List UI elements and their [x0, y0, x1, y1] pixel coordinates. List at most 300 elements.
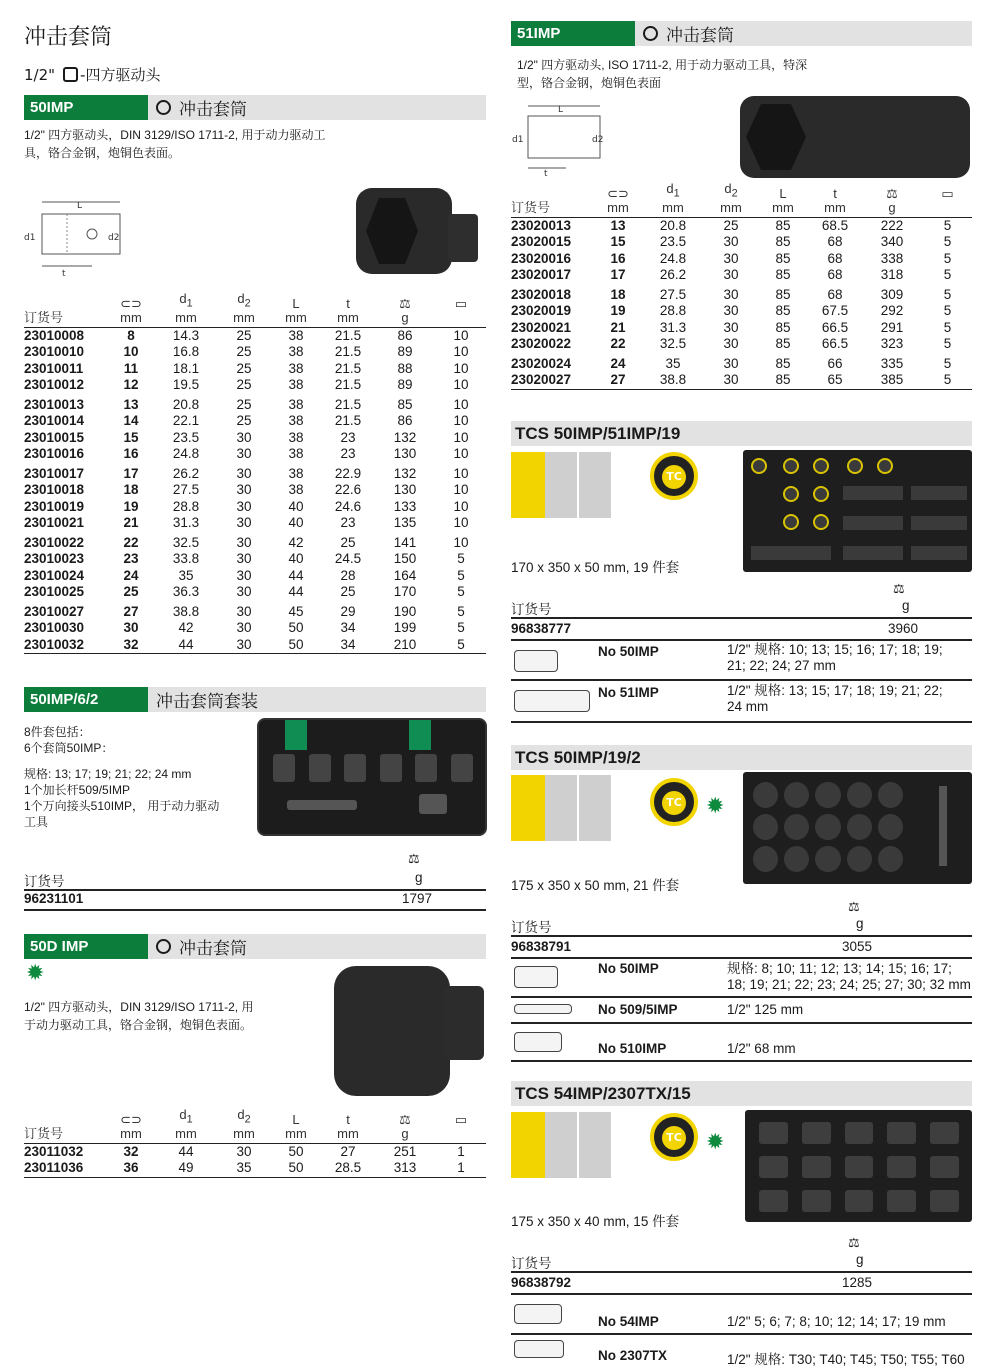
table-cell: 18.1	[172, 360, 200, 376]
table-cell: 85	[775, 234, 791, 250]
table-row	[24, 568, 486, 585]
order-number-cell: 23010021	[24, 515, 85, 531]
socket-icon	[156, 100, 171, 115]
color-swatch-gray2	[579, 452, 611, 518]
table-cell: 25	[723, 217, 739, 233]
order-number-cell: 23020013	[511, 217, 572, 233]
table-cell: 27.5	[172, 482, 200, 498]
order-number-cell: 23010019	[24, 498, 85, 514]
order-label: 订货号	[511, 602, 552, 617]
table-cell: 30	[236, 446, 252, 462]
table-cell: 10	[453, 344, 469, 360]
table-cell: 65	[809, 372, 861, 389]
color-swatch-gray2	[579, 1112, 611, 1178]
new-badge-icon: ✹	[26, 961, 45, 986]
table-cell: 36	[108, 1160, 154, 1177]
table-row	[24, 446, 486, 463]
item-name: No 509/5IMP	[598, 1002, 678, 1017]
table-cell: 25	[236, 360, 252, 376]
table-cell: 16	[123, 446, 139, 462]
color-swatch-gray2	[579, 775, 611, 841]
table-cell: 20.8	[172, 396, 200, 412]
table-cell: 85	[775, 217, 791, 233]
svg-text:d1: d1	[24, 233, 36, 243]
table-cell: 40	[288, 515, 304, 531]
table-row	[511, 336, 972, 353]
table-cell: 86	[397, 327, 413, 343]
table-cell: 291	[880, 319, 904, 335]
table-cell: 24.6	[334, 498, 362, 514]
table-cell: 38	[288, 482, 304, 498]
table-cell: 18	[610, 286, 626, 302]
color-swatch-gray	[545, 452, 577, 518]
order-number-cell: 23020021	[511, 319, 572, 335]
table-cell: 38	[288, 446, 304, 462]
item-name: No 510IMP	[598, 1041, 667, 1056]
table-cell: 35	[665, 355, 681, 371]
drive-size: 1/2"	[24, 65, 56, 84]
order-number-cell: 23010017	[24, 465, 85, 481]
section-name: 冲击套筒	[179, 939, 247, 959]
order-label: 订货号	[24, 874, 65, 889]
table-cell: 24.8	[172, 446, 200, 462]
table-cell: 30	[236, 1143, 252, 1159]
table-cell: 85	[757, 372, 809, 389]
table-cell: 86	[397, 413, 413, 429]
order-number-cell: 23010014	[24, 413, 85, 429]
table-row	[24, 1160, 486, 1177]
table-row	[511, 320, 972, 337]
order-number-cell: 23010024	[24, 567, 85, 583]
table-cell: 1	[457, 1143, 465, 1159]
table-cell: 28.8	[659, 303, 687, 319]
table-cell: 24.5	[334, 551, 362, 567]
table-row	[24, 482, 486, 499]
tc-system-logo: TC	[650, 452, 698, 500]
order-number-cell: 23011036	[24, 1160, 108, 1177]
table-row	[511, 234, 972, 251]
table-row	[24, 463, 486, 483]
table-cell: 85	[775, 303, 791, 319]
table-cell: 292	[880, 303, 904, 319]
table-cell: 30	[236, 567, 252, 583]
table-cell: 10	[453, 327, 469, 343]
table-cell: 29	[340, 603, 356, 619]
table-cell: 68.5	[821, 217, 849, 233]
table-cell: 28.5	[322, 1160, 374, 1177]
table-cell: 5	[457, 603, 465, 619]
table-cell: 132	[393, 465, 417, 481]
table-cell: 44	[154, 637, 218, 654]
section-code: 50IMP	[24, 95, 148, 120]
table-cell: 45	[288, 603, 304, 619]
table-cell: 38	[288, 327, 304, 343]
table-cell: 323	[880, 336, 904, 352]
table-cell: 38	[288, 344, 304, 360]
order-number: 96231101	[24, 891, 84, 906]
table-cell: 11	[123, 360, 139, 376]
table-cell: 16.8	[172, 344, 200, 360]
section-bar-50dimp	[24, 934, 486, 959]
table-cell: 10	[453, 482, 469, 498]
table-cell: 10	[453, 465, 469, 481]
table-cell: 318	[880, 267, 904, 283]
table-cell: 30	[723, 319, 739, 335]
table-cell: 14.3	[172, 327, 200, 343]
table-row	[24, 499, 486, 516]
table-cell: 88	[397, 360, 413, 376]
table-cell: 30	[236, 551, 252, 567]
tray-dimensions: 170 x 350 x 50 mm, 19 件套	[511, 560, 680, 575]
table-row	[24, 620, 486, 637]
table-cell: 5	[943, 286, 952, 302]
table-cell: 30	[705, 372, 757, 389]
svg-text:L: L	[77, 201, 83, 211]
socket-dimension-drawing	[22, 196, 132, 278]
section-bar-50imp	[24, 95, 486, 120]
weight-unit: g	[856, 1252, 864, 1267]
table-cell: 30	[723, 250, 739, 266]
weight-unit: g	[415, 870, 423, 885]
table-cell: 5	[457, 584, 465, 600]
scale-icon: ⚖	[893, 582, 905, 597]
tray-dimensions: 175 x 350 x 40 mm, 15 件套	[511, 1214, 680, 1229]
table-cell: 19	[123, 498, 139, 514]
table-cell: 14	[123, 413, 139, 429]
table-cell: 66.5	[821, 336, 849, 352]
table-cell: 10	[453, 396, 469, 412]
section-name: 冲击套筒套装	[156, 692, 258, 712]
table-row	[24, 532, 486, 552]
order-number-cell: 23020015	[511, 234, 572, 250]
svg-text:L: L	[558, 105, 564, 115]
order-label: 订货号	[511, 920, 552, 935]
table-cell: 50	[270, 1160, 322, 1177]
table-cell: 30	[723, 336, 739, 352]
section-bar-51imp	[511, 21, 972, 46]
table-cell: 210	[374, 637, 436, 654]
svg-text:d2: d2	[108, 233, 120, 243]
table-cell: 30	[236, 429, 252, 445]
table-cell: 23	[340, 446, 356, 462]
table-cell: 5	[457, 620, 465, 636]
table-cell: 199	[393, 620, 417, 636]
section-code: 51IMP	[511, 21, 635, 46]
table-cell: 133	[393, 498, 417, 514]
set-weight: 3055	[842, 939, 873, 954]
table-cell: 10	[453, 498, 469, 514]
order-number-cell: 23010023	[24, 551, 85, 567]
table-cell: 22	[123, 534, 139, 550]
tcs-bar-1: TCS 50IMP/51IMP/19	[511, 421, 972, 446]
scale-icon: ⚖	[399, 295, 411, 311]
table-50imp: ⊂⊃ $d_1$ $d_2$ L t ⚖ ▭ 订货号 mm mm mm mm mm g 23010008 8 14.3 25 38 21.5 86 10 23010010 10 16.8 25 38 21.5 89 10 23010011 11 18.1 25 38 21.5 88 10 23010012 12 19.5 25 38 21.5 89 10 23010013 13 20.8 25 38 21.5 85 10 23010014 14 22.1 25 38 21.5 86 10 23010015 15 23.5 30 38 23 132 10 23010016 16 24.8 30 38 23 130 10 23010017 17 26.2 30 38 22.9 132 10 23010018 18 27.5 30 38 22.6 130 10 23010019 19 28.8 30 40 24.6 133 10 23010021 21 31.3 30 40 23 135 10 23010022 22 32.5 30 42 25 141 10 23010023 23 33.8 30 40 24.5 150 5 23010024 24 35 30 44 28 164 5 23010025 25 36.3 30 44 25 170 5 23010027 27 38.8 30 45 29 190 5 23010030 30 42 30 50 34 199 5 23010032 32 44 30 50 34 210 5	[24, 292, 486, 654]
order-number-cell: 23010027	[24, 603, 85, 619]
table-cell: 85	[775, 336, 791, 352]
section-code: 50IMP/6/2	[24, 687, 148, 712]
section-name: 冲击套筒	[179, 100, 247, 120]
table-row	[511, 217, 972, 234]
package-icon: ▭	[454, 295, 468, 311]
table-cell: 5	[943, 234, 952, 250]
color-swatch-yellow	[511, 775, 545, 841]
table-cell: 23.5	[659, 234, 687, 250]
table-cell: 16	[610, 250, 626, 266]
table-row	[24, 584, 486, 601]
bit-socket-thumbnail	[514, 1304, 562, 1324]
table-cell: 30	[236, 584, 252, 600]
table-cell: 30	[236, 482, 252, 498]
table-cell: 38	[288, 413, 304, 429]
table-cell: 21.5	[334, 413, 362, 429]
svg-text:t: t	[62, 269, 66, 278]
tc-system-logo: TC	[650, 778, 698, 826]
table-cell: 32.5	[172, 534, 200, 550]
table-row	[511, 372, 972, 389]
table-cell: 38	[288, 465, 304, 481]
item-name: No 50IMP	[598, 961, 659, 976]
table-cell: 30	[236, 603, 252, 619]
table-cell: 38	[288, 429, 304, 445]
table-cell: 10	[453, 377, 469, 393]
section-desc: 1/2" 四方驱动头，DIN 3129/ISO 1711-2, 用 于动力驱动工具，铬合金钢，炮铜色表面。	[24, 1000, 254, 1032]
table-cell: 85	[775, 319, 791, 335]
table-cell: 50	[288, 1143, 304, 1159]
table-cell: 5	[436, 637, 486, 654]
socket-icon	[643, 26, 658, 41]
table-cell: 32	[123, 1143, 139, 1159]
table-cell: 33.8	[172, 551, 200, 567]
table-cell: 5	[943, 336, 952, 352]
drive-label: -四方驱动头	[80, 66, 161, 84]
table-cell: 85	[775, 267, 791, 283]
scale-icon: ⚖	[848, 1236, 860, 1251]
table-cell: 5	[943, 250, 952, 266]
table-cell: 38.8	[641, 372, 705, 389]
table-51imp: ⊂⊃ $d_1$ $d_2$ L t ⚖ ▭ 订货号 mm mm mm mm mm g 23020013 13 20.8 25 85 68.5 222 5 23020015 15 23.5 30 85 68 340 5 23020016 16 24.8 30 85 68 338 5 23020017 17 26.2 30 85 68 318 5 23020018 18 27.5 30 85 68 309 5 23020019 19 28.8 30 85 67.5 292 5 23020021 21 31.3 30 85 66.5 291 5 23020022 22 32.5 30 85 66.5 323 5 23020024 24 35 30 85 66 335 5 23020027 27 38.8 30 85 65 385 5	[511, 182, 972, 390]
table-cell: 10	[453, 360, 469, 376]
table-cell: 10	[453, 413, 469, 429]
table-cell: 10	[453, 446, 469, 462]
table-cell: 50	[288, 620, 304, 636]
table-cell: 13	[610, 217, 626, 233]
table-cell: 251	[393, 1143, 417, 1159]
table-cell: 25	[236, 377, 252, 393]
drive-subtitle	[24, 64, 160, 85]
table-cell: 50	[270, 637, 322, 654]
table-cell: 23	[340, 515, 356, 531]
table-cell: 68	[827, 286, 843, 302]
table-row	[24, 515, 486, 532]
table-cell: 25	[236, 344, 252, 360]
table-cell: 38	[288, 377, 304, 393]
table-cell: 35	[178, 567, 194, 583]
table-cell: 23	[123, 551, 139, 567]
table-row	[24, 1143, 486, 1160]
table-cell: 15	[610, 234, 626, 250]
section-desc: 1/2" 四方驱动头, ISO 1711-2, 用于动力驱动工具，特深 型，铬合金钢，炮铜色表面	[517, 58, 808, 90]
table-50dimp: ⊂⊃ $d_1$ $d_2$ L t ⚖ ▭ 订货号 mm mm mm mm mm g 23011032 32 44 30 50 27 251 1 23011036 36 49 35 50 28.5 313 1	[24, 1108, 486, 1178]
order-number-cell: 23020027	[511, 372, 595, 389]
socket-size-icon: ⊂⊃	[120, 295, 142, 311]
torx-bit-thumbnail	[514, 1340, 564, 1358]
item-spec: 1/2" 5; 6; 7; 8; 10; 12; 14; 17; 19 mm	[727, 1314, 946, 1329]
item-spec: 1/2" 规格: 13; 15; 17; 18; 19; 21; 22; 24 mm	[727, 683, 943, 714]
color-swatch-yellow	[511, 1112, 545, 1178]
order-number-cell: 23010016	[24, 446, 85, 462]
table-cell: 21	[610, 319, 626, 335]
table-cell: 40	[288, 498, 304, 514]
table-cell: 21.5	[334, 396, 362, 412]
table-row	[511, 267, 972, 284]
table-cell: 15	[123, 429, 139, 445]
order-number-cell: 23010032	[24, 637, 108, 654]
table-cell: 10	[123, 344, 139, 360]
table-cell: 34	[340, 620, 356, 636]
weight-unit: g	[856, 916, 864, 931]
table-cell: 190	[393, 603, 417, 619]
table-cell: 44	[288, 567, 304, 583]
table-row	[24, 601, 486, 621]
table-cell: 32.5	[659, 336, 687, 352]
section-code: 50D IMP	[24, 934, 148, 959]
svg-text:t: t	[544, 169, 548, 176]
item-name: No 51IMP	[598, 685, 659, 700]
table-row	[24, 377, 486, 394]
table-cell: 1	[436, 1160, 486, 1177]
item-name: No 50IMP	[598, 644, 659, 659]
table-cell: 85	[397, 396, 413, 412]
table-cell: 34	[322, 637, 374, 654]
tray-image-3	[745, 1110, 972, 1222]
table-cell: 68	[827, 250, 843, 266]
table-cell: 66	[827, 355, 843, 371]
order-number-cell: 23010015	[24, 429, 85, 445]
table-cell: 25	[123, 584, 139, 600]
table-cell: 10	[453, 429, 469, 445]
socket-drive-end	[444, 986, 484, 1060]
set-weight: 1285	[842, 1275, 873, 1290]
table-cell: 25	[236, 413, 252, 429]
item-spec: 1/2" 125 mm	[727, 1002, 804, 1017]
table-cell: 17	[123, 465, 139, 481]
order-number-cell: 23010008	[24, 327, 85, 343]
deep-socket-thumbnail	[514, 690, 590, 712]
table-cell: 27.5	[659, 286, 687, 302]
square-drive-icon	[63, 67, 78, 82]
table-cell: 8	[127, 327, 135, 343]
table-cell: 22.6	[334, 482, 362, 498]
universal-joint-thumbnail	[514, 1032, 562, 1052]
color-swatch-gray	[545, 1112, 577, 1178]
table-cell: 31.3	[172, 515, 200, 531]
table-cell: 24	[123, 567, 139, 583]
section-name: 冲击套筒	[666, 26, 734, 46]
table-cell: 44	[178, 1143, 194, 1159]
table-cell: 38.8	[172, 603, 200, 619]
table-cell: 22.1	[172, 413, 200, 429]
set-weight: 1797	[402, 891, 433, 906]
order-label: 订货号	[511, 1256, 552, 1271]
table-row	[24, 551, 486, 568]
order-number-cell: 23020016	[511, 250, 572, 266]
table-cell: 23	[340, 429, 356, 445]
socket-thumbnail	[514, 966, 558, 988]
table-cell: 5	[943, 267, 952, 283]
tray-image-2	[743, 772, 972, 884]
new-badge-icon: ✹	[706, 794, 725, 819]
table-cell: 68	[827, 267, 843, 283]
item-spec: 规格: 8; 10; 11; 12; 13; 14; 15; 16; 17; 18; 19; 21; 22; 23; 24; 25; 27; 30; 32 mm	[727, 961, 971, 992]
table-cell: 40	[288, 551, 304, 567]
order-number-cell: 23020018	[511, 286, 572, 302]
table-cell: 21.5	[334, 344, 362, 360]
table-cell: 44	[288, 584, 304, 600]
tcs-bar-2: TCS 50IMP/19/2	[511, 745, 972, 770]
table-cell: 25	[236, 396, 252, 412]
table-cell: 85	[775, 286, 791, 302]
table-cell: 21	[123, 515, 139, 531]
table-cell: 89	[397, 344, 413, 360]
table-cell: 26.2	[172, 465, 200, 481]
table-cell: 38	[288, 360, 304, 376]
scale-icon: ⚖	[408, 852, 420, 867]
table-row	[24, 361, 486, 378]
svg-text:d1: d1	[512, 135, 524, 145]
impact-socket-50d-image	[334, 966, 450, 1096]
scale-icon: ⚖	[848, 900, 860, 915]
table-cell: 27	[123, 603, 139, 619]
table-cell: 18	[123, 482, 139, 498]
order-number-cell: 23020017	[511, 267, 572, 283]
table-cell: 170	[393, 584, 417, 600]
table-cell: 5	[943, 355, 952, 371]
set-weight: 3960	[888, 621, 919, 636]
item-spec: 1/2" 规格: 10; 13; 15; 16; 17; 18; 19; 21; 22; 24; 27 mm	[727, 642, 943, 673]
table-cell: 141	[393, 534, 417, 550]
table-cell: 5	[943, 319, 952, 335]
table-cell: 66.5	[821, 319, 849, 335]
order-number: 96838791	[511, 939, 572, 954]
order-number-cell: 23010018	[24, 482, 85, 498]
table-cell: 21.5	[334, 377, 362, 393]
socket-thumbnail	[514, 650, 558, 672]
item-spec: 1/2" 规格: T30; T40; T45; T50; T55; T60	[727, 1352, 965, 1367]
table-cell: 13	[123, 396, 139, 412]
table-cell: 5	[943, 217, 952, 233]
table-cell: 89	[397, 377, 413, 393]
table-cell: 135	[393, 515, 417, 531]
table-row	[511, 284, 972, 304]
color-swatch-yellow	[511, 452, 545, 518]
new-badge-icon: ✹	[706, 1130, 725, 1155]
table-row	[511, 303, 972, 320]
order-number-cell: 23020019	[511, 303, 572, 319]
table-cell: 20.8	[659, 217, 687, 233]
table-cell: 26.2	[659, 267, 687, 283]
table-cell: 17	[610, 267, 626, 283]
table-cell: 150	[393, 551, 417, 567]
table-cell: 309	[880, 286, 904, 302]
table-cell: 5	[457, 551, 465, 567]
table-cell: 22.9	[334, 465, 362, 481]
table-cell: 19	[610, 303, 626, 319]
svg-text:d2: d2	[592, 135, 604, 145]
table-cell: 30	[123, 620, 139, 636]
table-row	[24, 637, 486, 654]
table-cell: 130	[393, 446, 417, 462]
order-number-cell: 23010025	[24, 584, 85, 600]
